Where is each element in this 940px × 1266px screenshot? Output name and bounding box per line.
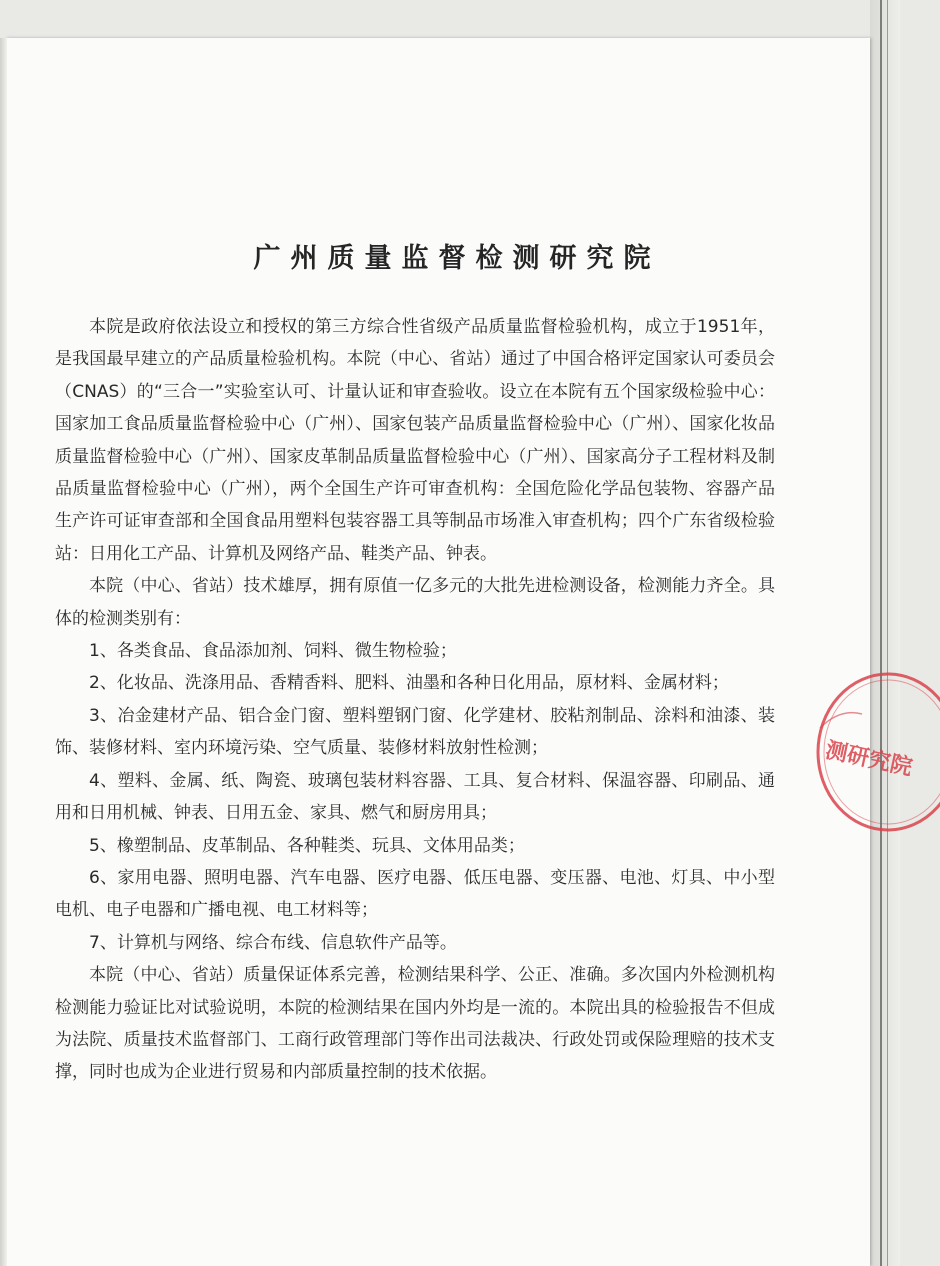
list-item-6: 6、家用电器、照明电器、汽车电器、医疗电器、低压电器、变压器、电池、灯具、中小型电机、电子电器和广播电视、电工材料等； [55, 867, 775, 921]
seal-text: 测研究院 [823, 737, 915, 781]
list-item-3: 3、冶金建材产品、铝合金门窗、塑料塑钢门窗、化学建材、胶粘剂制品、涂料和油漆、装饰、装修材料、室内环境污染、空气质量、装修材料放射性检测； [55, 705, 775, 759]
page-left-edge [0, 38, 7, 1266]
list-item-5: 5、橡塑制品、皮革制品、各种鞋类、玩具、文体用品类； [89, 835, 525, 856]
list-item-2: 2、化妆品、洗涤用品、香精香料、肥料、油墨和各种日化用品，原材料、金属材料； [89, 673, 729, 694]
list-item-1: 1、各类食品、食品添加剂、饲料、微生物检验； [89, 641, 457, 662]
scan-edge-line-secondary [887, 0, 888, 1266]
list-item-7: 7、计算机与网络、综合布线、信息软件产品等。 [89, 932, 457, 953]
paragraph-intro: 本院是政府依法设立和授权的第三方综合性省级产品质量监督检验机构，成立于1951年，是我国最早建立的产品质量检验机构。本院（中心、省站）通过了中国合格评定国家认可委员会（CNAS）的“三合一”实验室认可、计量认证和审查验收。设立在本院有五个国家级检验中心：国家加工食品质量监督检验中心（广州）、国家包装产品质量监督检验中心（广州）、国家化妆品质量监督检验中心（广州）、国家皮革制品质量监督检验中心（广州）、国家高分子工程材料及制品质量监督检验中心（广州），两个全国生产许可审查机构：全国危险化学品包装物、容器产品生产许可证审查部和全国食品用塑料包装容器工具等制品市场准入审查机构；四个广东省级检验站：日用化工产品、计算机及网络产品、鞋类产品、钟表。 [55, 317, 775, 564]
list-item-4: 4、塑料、金属、纸、陶瓷、玻璃包装材料容器、工具、复合材料、保温容器、印刷品、通用和日用机械、钟表、日用五金、家具、燃气和厨房用具； [55, 770, 775, 824]
scan-background-right [870, 0, 900, 1266]
paragraph-capability: 本院（中心、省站）技术雄厚，拥有原值一亿多元的大批先进检测设备，检测能力齐全。具体的检测类别有： [55, 576, 775, 629]
red-seal-stamp [800, 668, 940, 838]
document-title: 广州质量监督检测研究院 [253, 243, 661, 274]
paragraph-quality: 本院（中心、省站）质量保证体系完善，检测结果科学、公正、准确。多次国内外检测机构检测能力验证比对试验说明，本院的检测结果在国内外均是一流的。本院出具的检验报告不但成为法院、质量技术监督部门、工商行政管理部门等作出司法裁决、行政处罚或保险理赔的技术支撑，同时也成为企业进行贸易和内部质量控制的技术依据。 [55, 965, 775, 1083]
document-body [55, 311, 775, 1089]
scan-edge-line [880, 0, 882, 1266]
